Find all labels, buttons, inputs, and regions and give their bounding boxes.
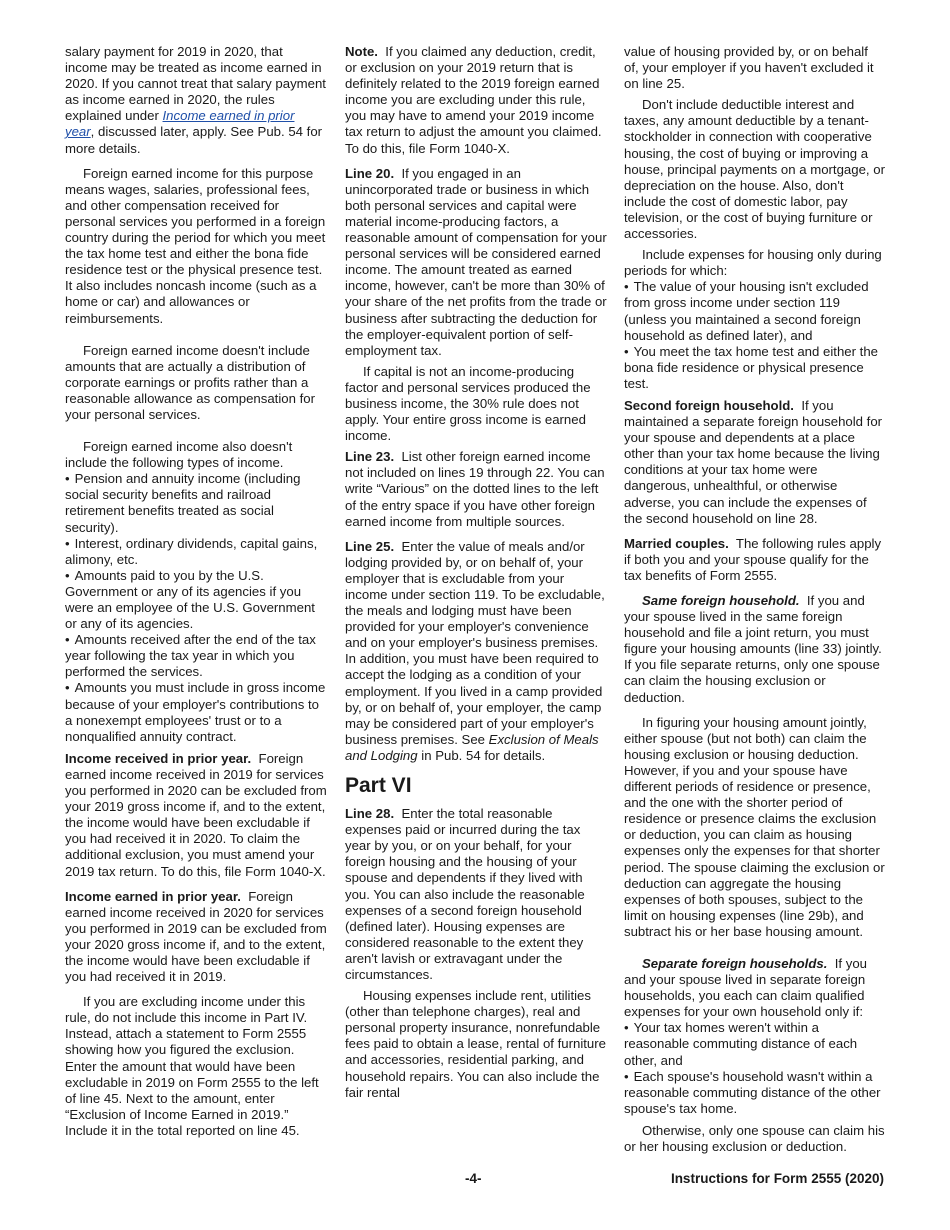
section-heading: Second foreign household.	[624, 397, 794, 413]
section-income-earned-prior-year: Income earned in prior year. Foreign earned income received in 2020 for services you performed in 2019 can be excluded from your 2020 gross income if, and to the extent, the income would have been excludable if you had received it in 2019.	[65, 888, 327, 985]
list-item: • You meet the tax home test and either the bona fide residence or physical presence test.	[624, 344, 886, 392]
list-item: • Amounts you must include in gross income because of your employer's contributions to a nonexempt employees' trust or to a nonqualified annuity contract.	[65, 680, 327, 744]
section-line-28: Line 28. Enter the total reasonable expenses paid or incurred during the tax year by you, or on your behalf, for your foreign housing and the housing of your spouse and dependents if they lived with you. You can also include the reasonable expenses of a second foreign household (defined later). Housing expenses are considered reasonable to the extent they aren't lavish or extravagant under the circumstances.	[345, 806, 585, 982]
page-number: -4-	[465, 1171, 482, 1186]
column-3	[624, 44, 886, 1160]
paragraph-fair-rental-value: value of housing provided by, or on behalf of, your employer if you haven't excluded it on line 25.	[624, 44, 874, 92]
list-item: • The value of your housing isn't excluded from gross income under section 119 (unless you maintained a second foreign household as defined later), and	[624, 279, 886, 343]
section-married-couples: Married couples. The following rules apply if both you and your spouse qualify for the tax benefits of Form 2555.	[624, 535, 882, 583]
section-heading: Separate foreign households.	[642, 955, 828, 971]
section-second-foreign-household: Second foreign household. If you maintained a separate foreign household for your spouse and dependents at a place other than your tax home because the living conditions at your tax home were dangerous, unhealthful, or otherwise adverse, you can include the expenses of the second household on line 28.	[624, 397, 883, 526]
part-vi-heading: Part VI	[345, 774, 412, 798]
paragraph-salary-payment: salary payment for 2019 in 2020, that income may be treated as income earned in 2020. If you cannot treat that salary payment as income earned in 2020, the rules explained under Income earned in prior year, discussed later, apply. See Pub. 54 for more details.	[65, 44, 326, 156]
section-line-23: Line 23. List other foreign earned income not included on lines 19 through 22. You can write “Various” on the dotted lines to the left of the entry space if you have other foreign earned income from multiple sources.	[345, 449, 605, 529]
paragraph-excluded-types: Foreign earned income also doesn't include the following types of income.	[65, 439, 293, 471]
list-item: • Your tax homes weren't within a reasonable commuting distance of each other, and	[624, 1020, 886, 1068]
paragraph-otherwise: Otherwise, only one spouse can claim his or her housing exclusion or deduction.	[624, 1122, 885, 1154]
section-heading: Line 23.	[345, 449, 395, 465]
form-title: Instructions for Form 2555 (2020)	[670, 1171, 884, 1186]
excluded-income-list	[65, 471, 327, 745]
section-heading: Line 25.	[345, 538, 395, 554]
column-2	[345, 44, 607, 1106]
list-item: • Amounts paid to you by the U.S. Government or any of its agencies if you were an employee of the U.S. Government or any of its agencies.	[65, 568, 327, 632]
paragraph-housing-expenses: Housing expenses include rent, utilities (other than telephone charges), real and personal property insurance, nonrefundable fees paid to obtain a lease, rental of furniture and accessories, residential parking, and household repairs. You can also include the fair rental	[345, 988, 606, 1100]
paragraph-figuring-jointly: In figuring your housing amount jointly, either spouse (but not both) can claim the housing exclusion or housing deduction. However, if you and your spouse have different periods of residence or presence, and the one with the shorter period of residence or presence claims the exclusion or deduction, you can claim as housing expenses only the expenses for that shorter period. The spouse claiming the exclusion or deduction can aggregate the housing expenses of both spouses, subject to the limit on housing expenses (line 29b), and subtract his or her base housing amount.	[624, 714, 885, 939]
paragraph-dont-include: Don't include deductible interest and taxes, any amount deductible by a tenant-stockholder in connection with cooperative housing, the cost of buying or improving a house, principal payments on a mortgage, or depreciation on the house. Also, don't include the cost of domestic labor, pay television, or the cost of buying furniture or accessories.	[624, 97, 885, 242]
list-item: • Interest, ordinary dividends, capital gains, alimony, etc.	[65, 536, 327, 568]
paragraph-include-periods: Include expenses for housing only during periods for which:	[624, 247, 882, 279]
paragraph-not-distribution: Foreign earned income doesn't include amounts that are actually a distribution of corporate earnings or profits rather than a reasonable allowance as compensation for your personal services.	[65, 342, 315, 422]
separate-households-list	[624, 1020, 886, 1117]
paragraph-excluding-income-statement: If you are excluding income under this rule, do not include this income in Part IV. Instead, attach a statement to Form 2555 showing how you figured the exclusion. Enter the amount that would have been excludable in 2019 on Form 2555 to the left of line 45. Next to the amount, enter “Exclusion of Income Earned in 2019.” Include it in the total reported on line 45.	[65, 994, 319, 1138]
section-heading: Income earned in prior year.	[65, 888, 241, 904]
housing-periods-list	[624, 279, 886, 392]
section-separate-foreign-households: Separate foreign households. If you and your spouse lived in separate foreign households, you each can claim qualified expenses for your own household only if:	[624, 955, 867, 1020]
section-heading: Income received in prior year.	[65, 750, 252, 766]
column-1	[65, 44, 327, 1144]
paragraph-capital-not-factor: If capital is not an income-producing factor and personal services produced the business income, the 30% rule does not apply. Your entire gross income is earned income.	[345, 363, 591, 444]
section-income-received-prior-year: Income received in prior year. Foreign earned income received in 2019 for services you performed in 2020 can be excluded from your 2019 gross income if, and to the extent, the income would have been excludable if you had received it in 2020. To claim the additional exclusion, you must amend your 2019 tax return. To do this, file Form 1040-X.	[65, 750, 327, 879]
section-line-20: Line 20. If you engaged in an unincorporated trade or business in which both personal services and capital were material income-producing factors, a reasonable amount of compensation for your personal services will be considered earned income. The amount treated as earned income, however, can't be more than 30% of your share of the net profits from the trade or business after subtracting the deduction for the employer-equivalent portion of self-employment tax.	[345, 165, 607, 358]
section-heading: Same foreign household.	[642, 593, 800, 608]
section-note: Note. If you claimed any deduction, credit, or exclusion on your 2019 return that is definitely related to the 2019 foreign earned income you are excluding under this rule, you may have to amend your 2019 income tax return to adjust the amount you claimed. To do this, file Form 1040-X.	[345, 44, 602, 156]
section-heading: Note.	[345, 44, 378, 59]
section-heading: Line 28.	[345, 806, 395, 822]
paragraph-foreign-earned-income-definition: Foreign earned income for this purpose means wages, salaries, professional fees, and other compensation received for personal services you performed in a foreign country during the period for which you meet the tax home test and either the bona fide residence test or the physical presence test. It also includes noncash income (such as a home or car) and allowances or reimbursements.	[65, 165, 326, 326]
section-heading: Married couples.	[624, 535, 729, 551]
section-line-25: Line 25. Enter the value of meals and/or lodging provided by, or on behalf of, your employer that is excludable from your income under section 119. To be excludable, the meals and lodging must have been provided for your employer's convenience and on your employer's business premises. In addition, you must have been required to accept the lodging as a condition of your employment. If you lived in a camp provided by, or on behalf of, your employer, the camp may be considered part of your employer's business premises. See Exclusion of Meals and Lodging in Pub. 54 for details.	[345, 538, 605, 763]
section-heading: Line 20.	[345, 165, 395, 181]
list-item: • Amounts received after the end of the tax year following the tax year in which you performed the services.	[65, 632, 327, 680]
section-same-foreign-household: Same foreign household. If you and your spouse lived in the same foreign household and file a joint return, you must figure your housing amounts (line 33) jointly. If you file separate returns, only one spouse can claim the housing exclusion or deduction.	[624, 593, 882, 705]
list-item: • Each spouse's household wasn't within a reasonable commuting distance of the other spouse's tax home.	[624, 1069, 886, 1117]
list-item: • Pension and annuity income (including social security benefits and railroad retirement benefits treated as social security).	[65, 471, 327, 535]
income-earned-prior-year-link[interactable]: Income earned in prior year	[65, 108, 295, 140]
